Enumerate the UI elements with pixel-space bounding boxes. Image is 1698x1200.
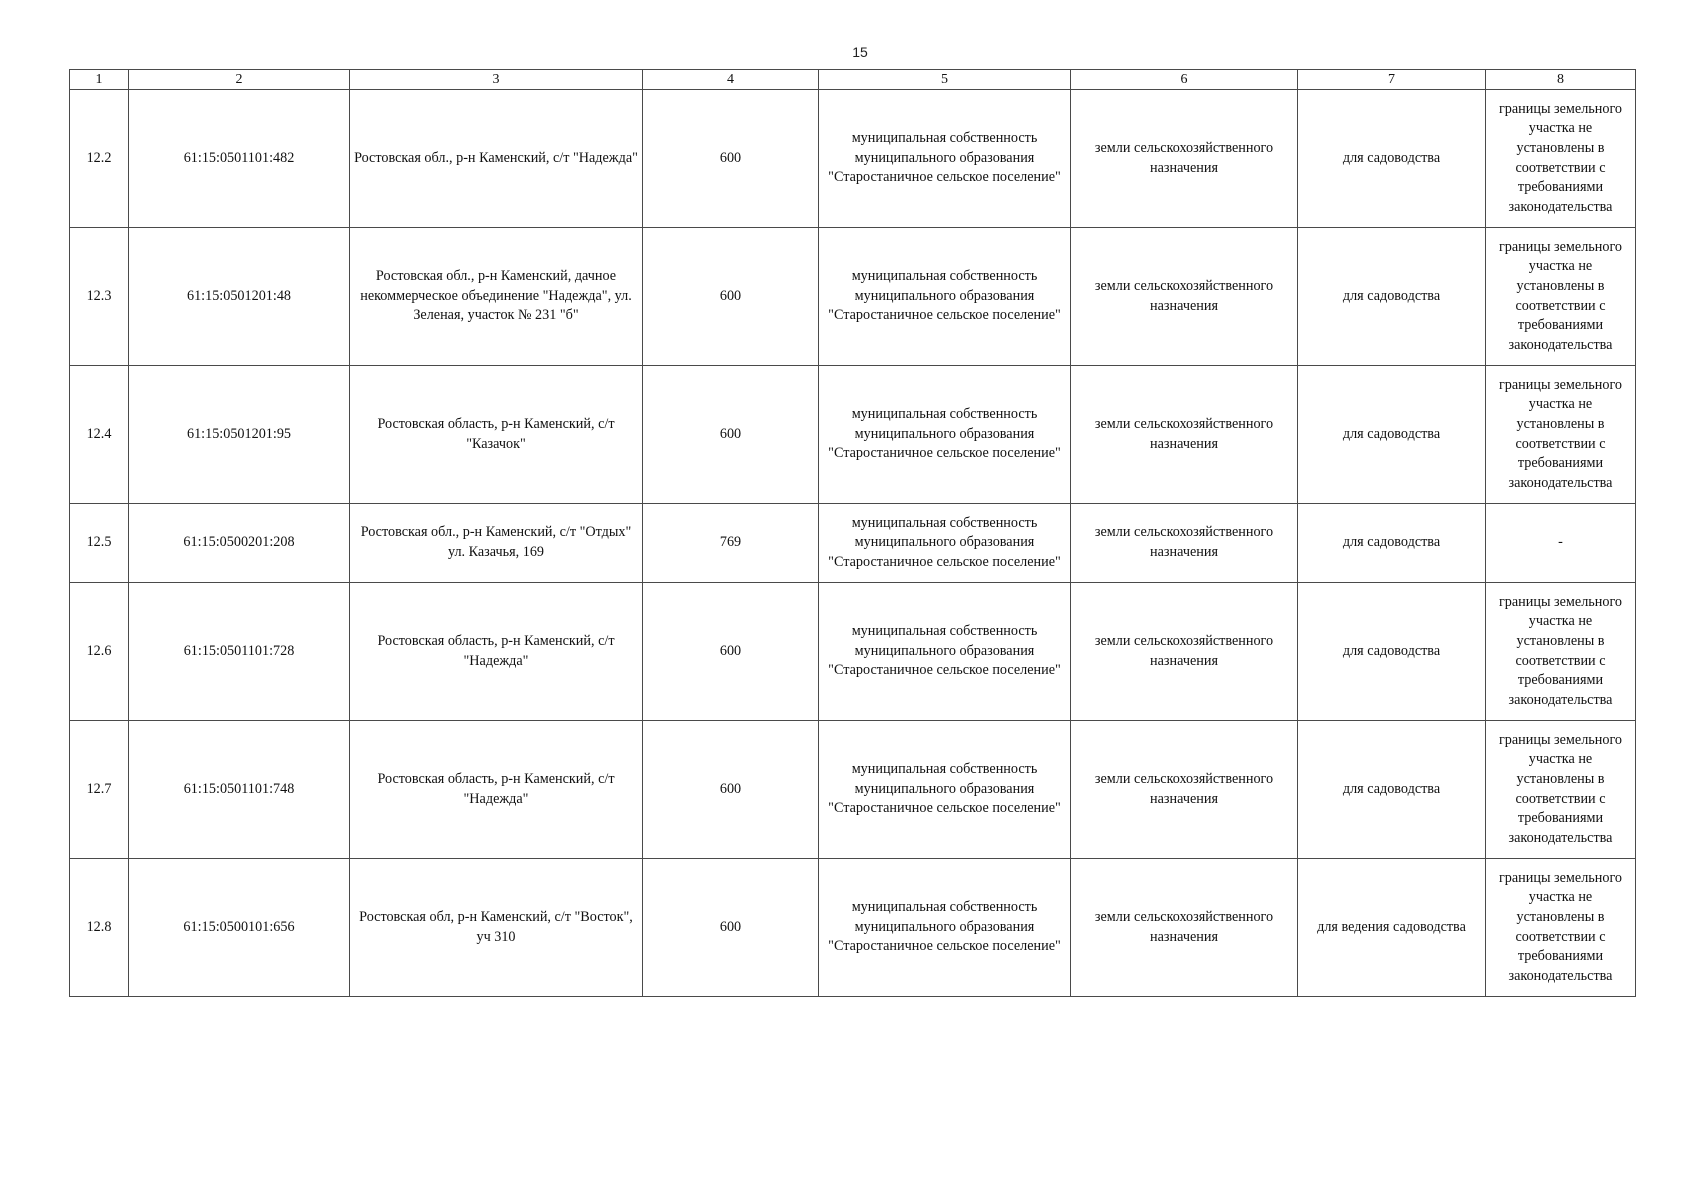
area: 600: [643, 859, 819, 997]
ownership: муниципальная собственность муниципального образования "Старостаничное сельское поселение": [819, 90, 1071, 228]
row-number: 12.7: [70, 721, 129, 859]
permitted-use: для садоводства: [1298, 366, 1486, 504]
boundaries-note: границы земельного участка не установлены в соответствии с требованиями законодательства: [1486, 859, 1636, 997]
permitted-use: для садоводства: [1298, 228, 1486, 366]
area: 600: [643, 228, 819, 366]
address: Ростовская область, р-н Каменский, с/т "Надежда": [350, 583, 643, 721]
permitted-use: для садоводства: [1298, 504, 1486, 583]
land-category: земли сельскохозяйственного назначения: [1071, 859, 1298, 997]
table-row: [70, 366, 1636, 504]
column-header: 5: [819, 70, 1071, 90]
permitted-use: для садоводства: [1298, 90, 1486, 228]
address: Ростовская обл, р-н Каменский, с/т "Восток", уч 310: [350, 859, 643, 997]
boundaries-note: границы земельного участка не установлены в соответствии с требованиями законодательства: [1486, 228, 1636, 366]
land-category: земли сельскохозяйственного назначения: [1071, 228, 1298, 366]
cadastral-number: 61:15:0501101:748: [129, 721, 350, 859]
ownership: муниципальная собственность муниципального образования "Старостаничное сельское поселение": [819, 859, 1071, 997]
row-number: 12.5: [70, 504, 129, 583]
row-number: 12.2: [70, 90, 129, 228]
column-header: 1: [70, 70, 129, 90]
boundaries-note: границы земельного участка не установлены в соответствии с требованиями законодательства: [1486, 366, 1636, 504]
cadastral-number: 61:15:0501101:482: [129, 90, 350, 228]
cadastral-number: 61:15:0500101:656: [129, 859, 350, 997]
permitted-use: для садоводства: [1298, 721, 1486, 859]
area: 600: [643, 366, 819, 504]
address: Ростовская обл., р-н Каменский, дачное некоммерческое объединение "Надежда", ул. Зеленая, участок № 231 "б": [350, 228, 643, 366]
table-row: [70, 583, 1636, 721]
permitted-use: для садоводства: [1298, 583, 1486, 721]
table-row: [70, 90, 1636, 228]
boundaries-note: границы земельного участка не установлены в соответствии с требованиями законодательства: [1486, 90, 1636, 228]
boundaries-note: границы земельного участка не установлены в соответствии с требованиями законодательства: [1486, 583, 1636, 721]
land-category: земли сельскохозяйственного назначения: [1071, 366, 1298, 504]
column-header: 7: [1298, 70, 1486, 90]
address: Ростовская область, р-н Каменский, с/т "Казачок": [350, 366, 643, 504]
table-row: [70, 504, 1636, 583]
area: 600: [643, 721, 819, 859]
cadastral-number: 61:15:0500201:208: [129, 504, 350, 583]
cadastral-number: 61:15:0501101:728: [129, 583, 350, 721]
table-row: [70, 859, 1636, 997]
column-header: 4: [643, 70, 819, 90]
area: 600: [643, 583, 819, 721]
area: 600: [643, 90, 819, 228]
row-number: 12.6: [70, 583, 129, 721]
address: Ростовская обл., р-н Каменский, с/т "Отдых" ул. Казачья, 169: [350, 504, 643, 583]
boundaries-note: границы земельного участка не установлены в соответствии с требованиями законодательства: [1486, 721, 1636, 859]
row-number: 12.4: [70, 366, 129, 504]
column-header: 2: [129, 70, 350, 90]
land-category: земли сельскохозяйственного назначения: [1071, 721, 1298, 859]
permitted-use: для ведения садоводства: [1298, 859, 1486, 997]
row-number: 12.3: [70, 228, 129, 366]
column-number-row: [70, 70, 1636, 90]
page-number: 15: [852, 44, 868, 60]
cadastral-number: 61:15:0501201:48: [129, 228, 350, 366]
cadastral-number: 61:15:0501201:95: [129, 366, 350, 504]
ownership: муниципальная собственность муниципального образования "Старостаничное сельское поселение": [819, 366, 1071, 504]
land-category: земли сельскохозяйственного назначения: [1071, 583, 1298, 721]
row-number: 12.8: [70, 859, 129, 997]
ownership: муниципальная собственность муниципального образования "Старостаничное сельское поселение": [819, 504, 1071, 583]
column-header: 6: [1071, 70, 1298, 90]
column-header: 3: [350, 70, 643, 90]
ownership: муниципальная собственность муниципального образования "Старостаничное сельское поселение": [819, 721, 1071, 859]
area: 769: [643, 504, 819, 583]
boundaries-note: -: [1486, 504, 1636, 583]
address: Ростовская область, р-н Каменский, с/т "Надежда": [350, 721, 643, 859]
table-row: [70, 721, 1636, 859]
table-row: [70, 228, 1636, 366]
land-category: земли сельскохозяйственного назначения: [1071, 504, 1298, 583]
column-header: 8: [1486, 70, 1636, 90]
ownership: муниципальная собственность муниципального образования "Старостаничное сельское поселение": [819, 583, 1071, 721]
land-category: земли сельскохозяйственного назначения: [1071, 90, 1298, 228]
address: Ростовская обл., р-н Каменский, с/т "Надежда": [350, 90, 643, 228]
land-registry-table: [69, 69, 1636, 997]
ownership: муниципальная собственность муниципального образования "Старостаничное сельское поселение": [819, 228, 1071, 366]
